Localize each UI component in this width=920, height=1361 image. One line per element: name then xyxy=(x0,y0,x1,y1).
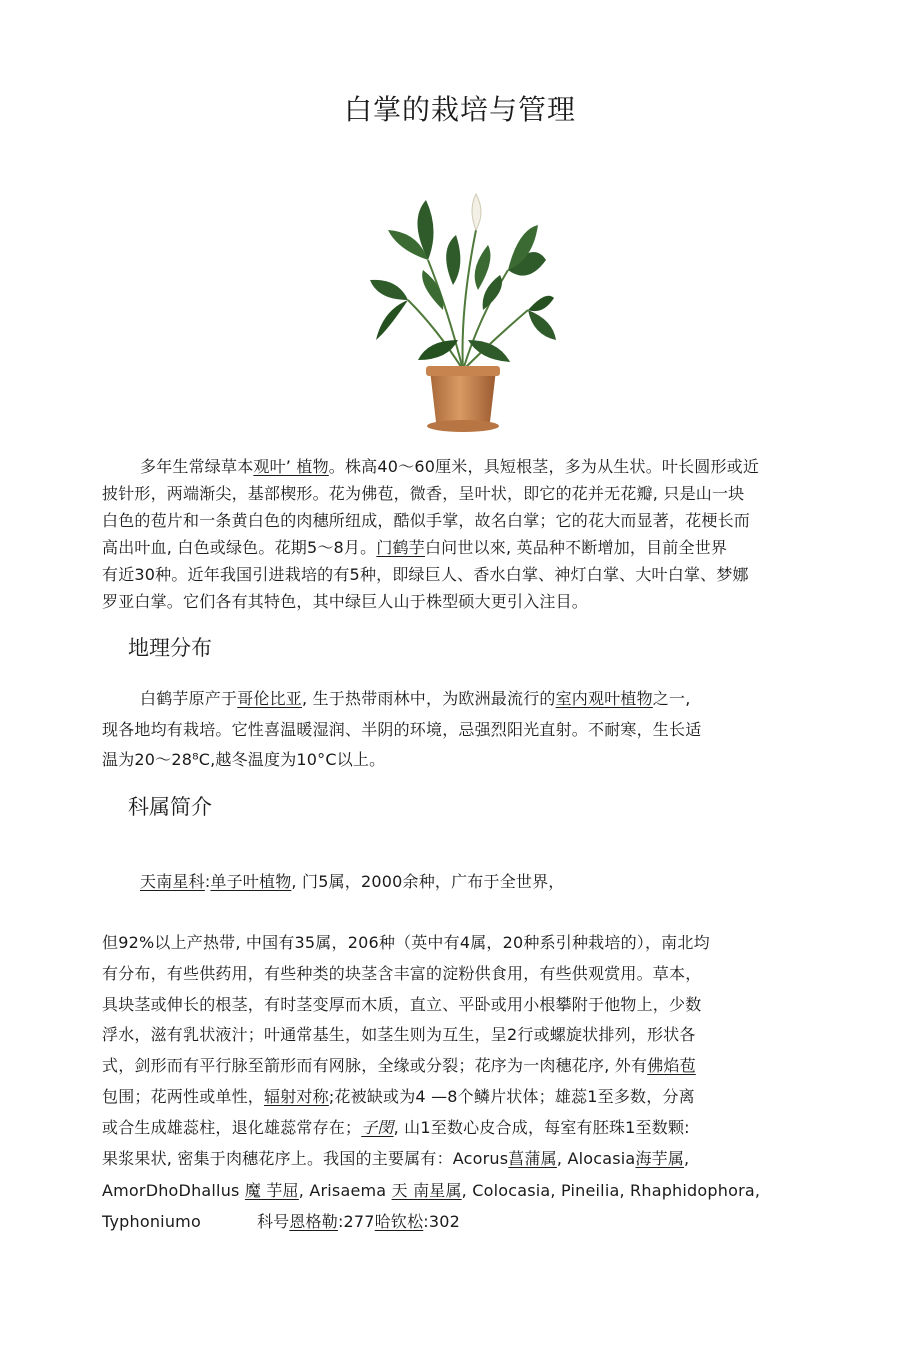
distribution-line-1: 白鹤芋原产于哥伦比亚, 生于热带雨林中，为欧洲最流行的室内观叶植物之一, xyxy=(140,689,691,708)
family-line-9: 果浆果状, 密集于肉穗花序上。我国的主要属有：Acorus菖蒲属, Alocasia海芋属, xyxy=(102,1149,690,1168)
section-heading-family: 科属简介 xyxy=(128,795,212,819)
peace-lily-image xyxy=(368,190,558,436)
intro-line-1: 多年生常绿草本观叶’ 植物。株高40～60厘米，具短根茎，多为从生状。叶长圆形或近 xyxy=(140,457,760,476)
distribution-line-3: 温为20～28⁸C,越冬温度为10°C以上。 xyxy=(102,750,386,769)
family-line-3: 有分布，有些供药用，有些种类的块茎含丰富的淀粉供食用，有些供观赏用。草本， xyxy=(102,964,702,983)
intro-line-3: 白色的苞片和一条黄白色的肉穗所纽成，酷似手掌，故名白掌；它的花大而显著，花梗长而 xyxy=(102,511,751,530)
page-title: 白掌的栽培与管理 xyxy=(343,93,576,126)
family-line-5: 浮水，滋有乳状液汁；叶通常基生，如茎生则为互生，呈2行或螺旋状排列，形状各 xyxy=(102,1025,696,1044)
intro-line-5: 有近30种。近年我国引进栽培的有5种，即绿巨人、香水白掌、神灯白掌、大叶白掌、梦娜 xyxy=(102,565,749,584)
family-line-8: 或合生成雄蕊柱，退化雄蕊常存在；子閔, 山1至数心皮合成，每室有胚珠1至数颗: xyxy=(102,1118,690,1137)
family-line-6: 式，剑形而有平行脉至箭形而有网脉，全缘或分裂；花序为一肉穗花序, 外有佛焰苞 xyxy=(102,1056,696,1075)
family-line-10: AmorDhoDhallus 魔 芋屈, Arisaema 天 南星属, Colocasia, Pineilia, Rhaphidophora, xyxy=(102,1181,761,1200)
intro-line-4: 高出叶血, 白色或绿色。花期5～8月。门鹤芋白问世以來, 英品种不断增加，目前全世界 xyxy=(102,538,728,557)
family-line-11: Typhoniumo 科号恩格勒:277哈钦松:302 xyxy=(102,1212,461,1231)
family-line-4: 具块茎或伸长的根茎，有时茎变厚而木质，直立、平卧或用小根攀附于他物上，少数 xyxy=(102,995,702,1014)
section-heading-distribution: 地理分布 xyxy=(128,636,212,660)
intro-line-2: 披针形，两端渐尖，基部楔形。花为佛苞，微香，呈叶状，即它的花并无花瓣, 只是山一块 xyxy=(102,484,745,503)
family-line-1: 天南星科:单子叶植物, 门5属，2000余种，广布于全世界， xyxy=(140,872,565,891)
family-line-2: 但92%以上产热带, 中国有35属，206种（英中有4属，20种系引种栽培的），南北均 xyxy=(102,933,710,952)
intro-line-6: 罗亚白掌。它们各有其特色，其中绿巨人山于株型硕大更引入注目。 xyxy=(102,592,589,611)
distribution-line-2: 现各地均有栽培。它性喜温暖湿润、半阴的环境，忌强烈阳光直射。不耐寒，生长适 xyxy=(102,720,702,739)
family-line-7: 包围；花两性或单性，辐射对称;花被缺或为4 —8个鳞片状体；雄蕊1至多数，分离 xyxy=(102,1087,695,1106)
